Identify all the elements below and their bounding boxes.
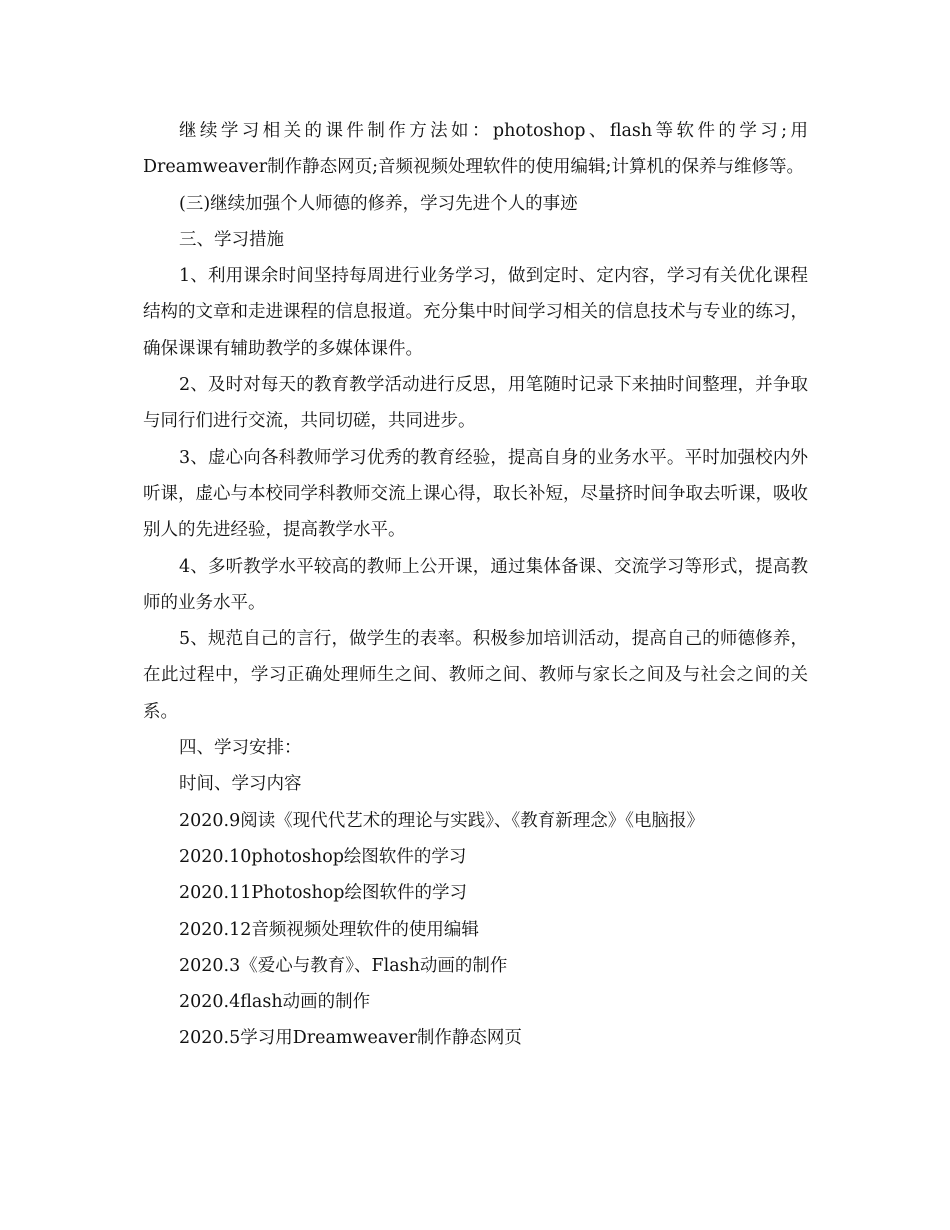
schedule-item: 2020.4flash动画的制作: [179, 992, 371, 1013]
heading-schedule: 四、学习安排：: [179, 738, 302, 759]
paragraph-measure-4: 4、多听教学水平较高的教师上公开课，通过集体备课、交流学习等形式，提高教师的业务水平。: [143, 556, 808, 613]
schedule-item: 2020.11Photoshop绘图软件的学习: [179, 883, 468, 904]
schedule-item: 2020.12音频视频处理软件的使用编辑: [179, 919, 479, 940]
heading-measures: 三、学习措施: [179, 229, 284, 250]
paragraph-section-3-item: (三)继续加强个人师德的修养，学习先进个人的事迹: [179, 193, 578, 214]
paragraph-measure-3: 3、虚心向各科教师学习优秀的教育经验，提高自身的业务水平。平时加强校内外听课，虚心与本校同学科教师交流上课心得，取长补短，尽量挤时间争取去听课，吸收别人的先进经验，提高教学水平。: [143, 447, 808, 541]
schedule-item: 2020.9阅读《现代代艺术的理论与实践》、《教育新理念》《电脑报》: [179, 810, 704, 831]
schedule-header: 时间、学习内容: [179, 774, 302, 795]
paragraph-measure-5: 5、规范自己的言行，做学生的表率。积极参加培训活动，提高自己的师德修养，在此过程中，学习正确处理师生之间、教师之间、教师与家长之间及与社会之间的关系。: [143, 629, 808, 722]
paragraph-measure-1: 1、利用课余时间坚持每周进行业务学习，做到定时、定内容，学习有关优化课程结构的文章和走进课程的信息报道。充分集中时间学习相关的信息技术与专业的练习，确保课课有辅助教学的多媒体课件。: [143, 266, 808, 359]
paragraph-measure-2: 2、及时对每天的教育教学活动进行反思，用笔随时记录下来抽时间整理，并争取与同行们进行交流，共同切磋，共同进步。: [143, 375, 808, 432]
schedule-item: 2020.3《爱心与教育》、Flash动画的制作: [179, 955, 508, 976]
schedule-item: 2020.5学习用Dreamweaver制作静态网页: [179, 1028, 522, 1049]
schedule-item: 2020.10photoshop绘图软件的学习: [179, 846, 467, 867]
paragraph-intro: 继续学习相关的课件制作方法如：photoshop、flash等软件的学习;用Dreamweaver制作静态网页;音频视频处理软件的使用编辑;计算机的保养与维修等。: [143, 121, 808, 178]
document-body: [143, 113, 808, 1057]
